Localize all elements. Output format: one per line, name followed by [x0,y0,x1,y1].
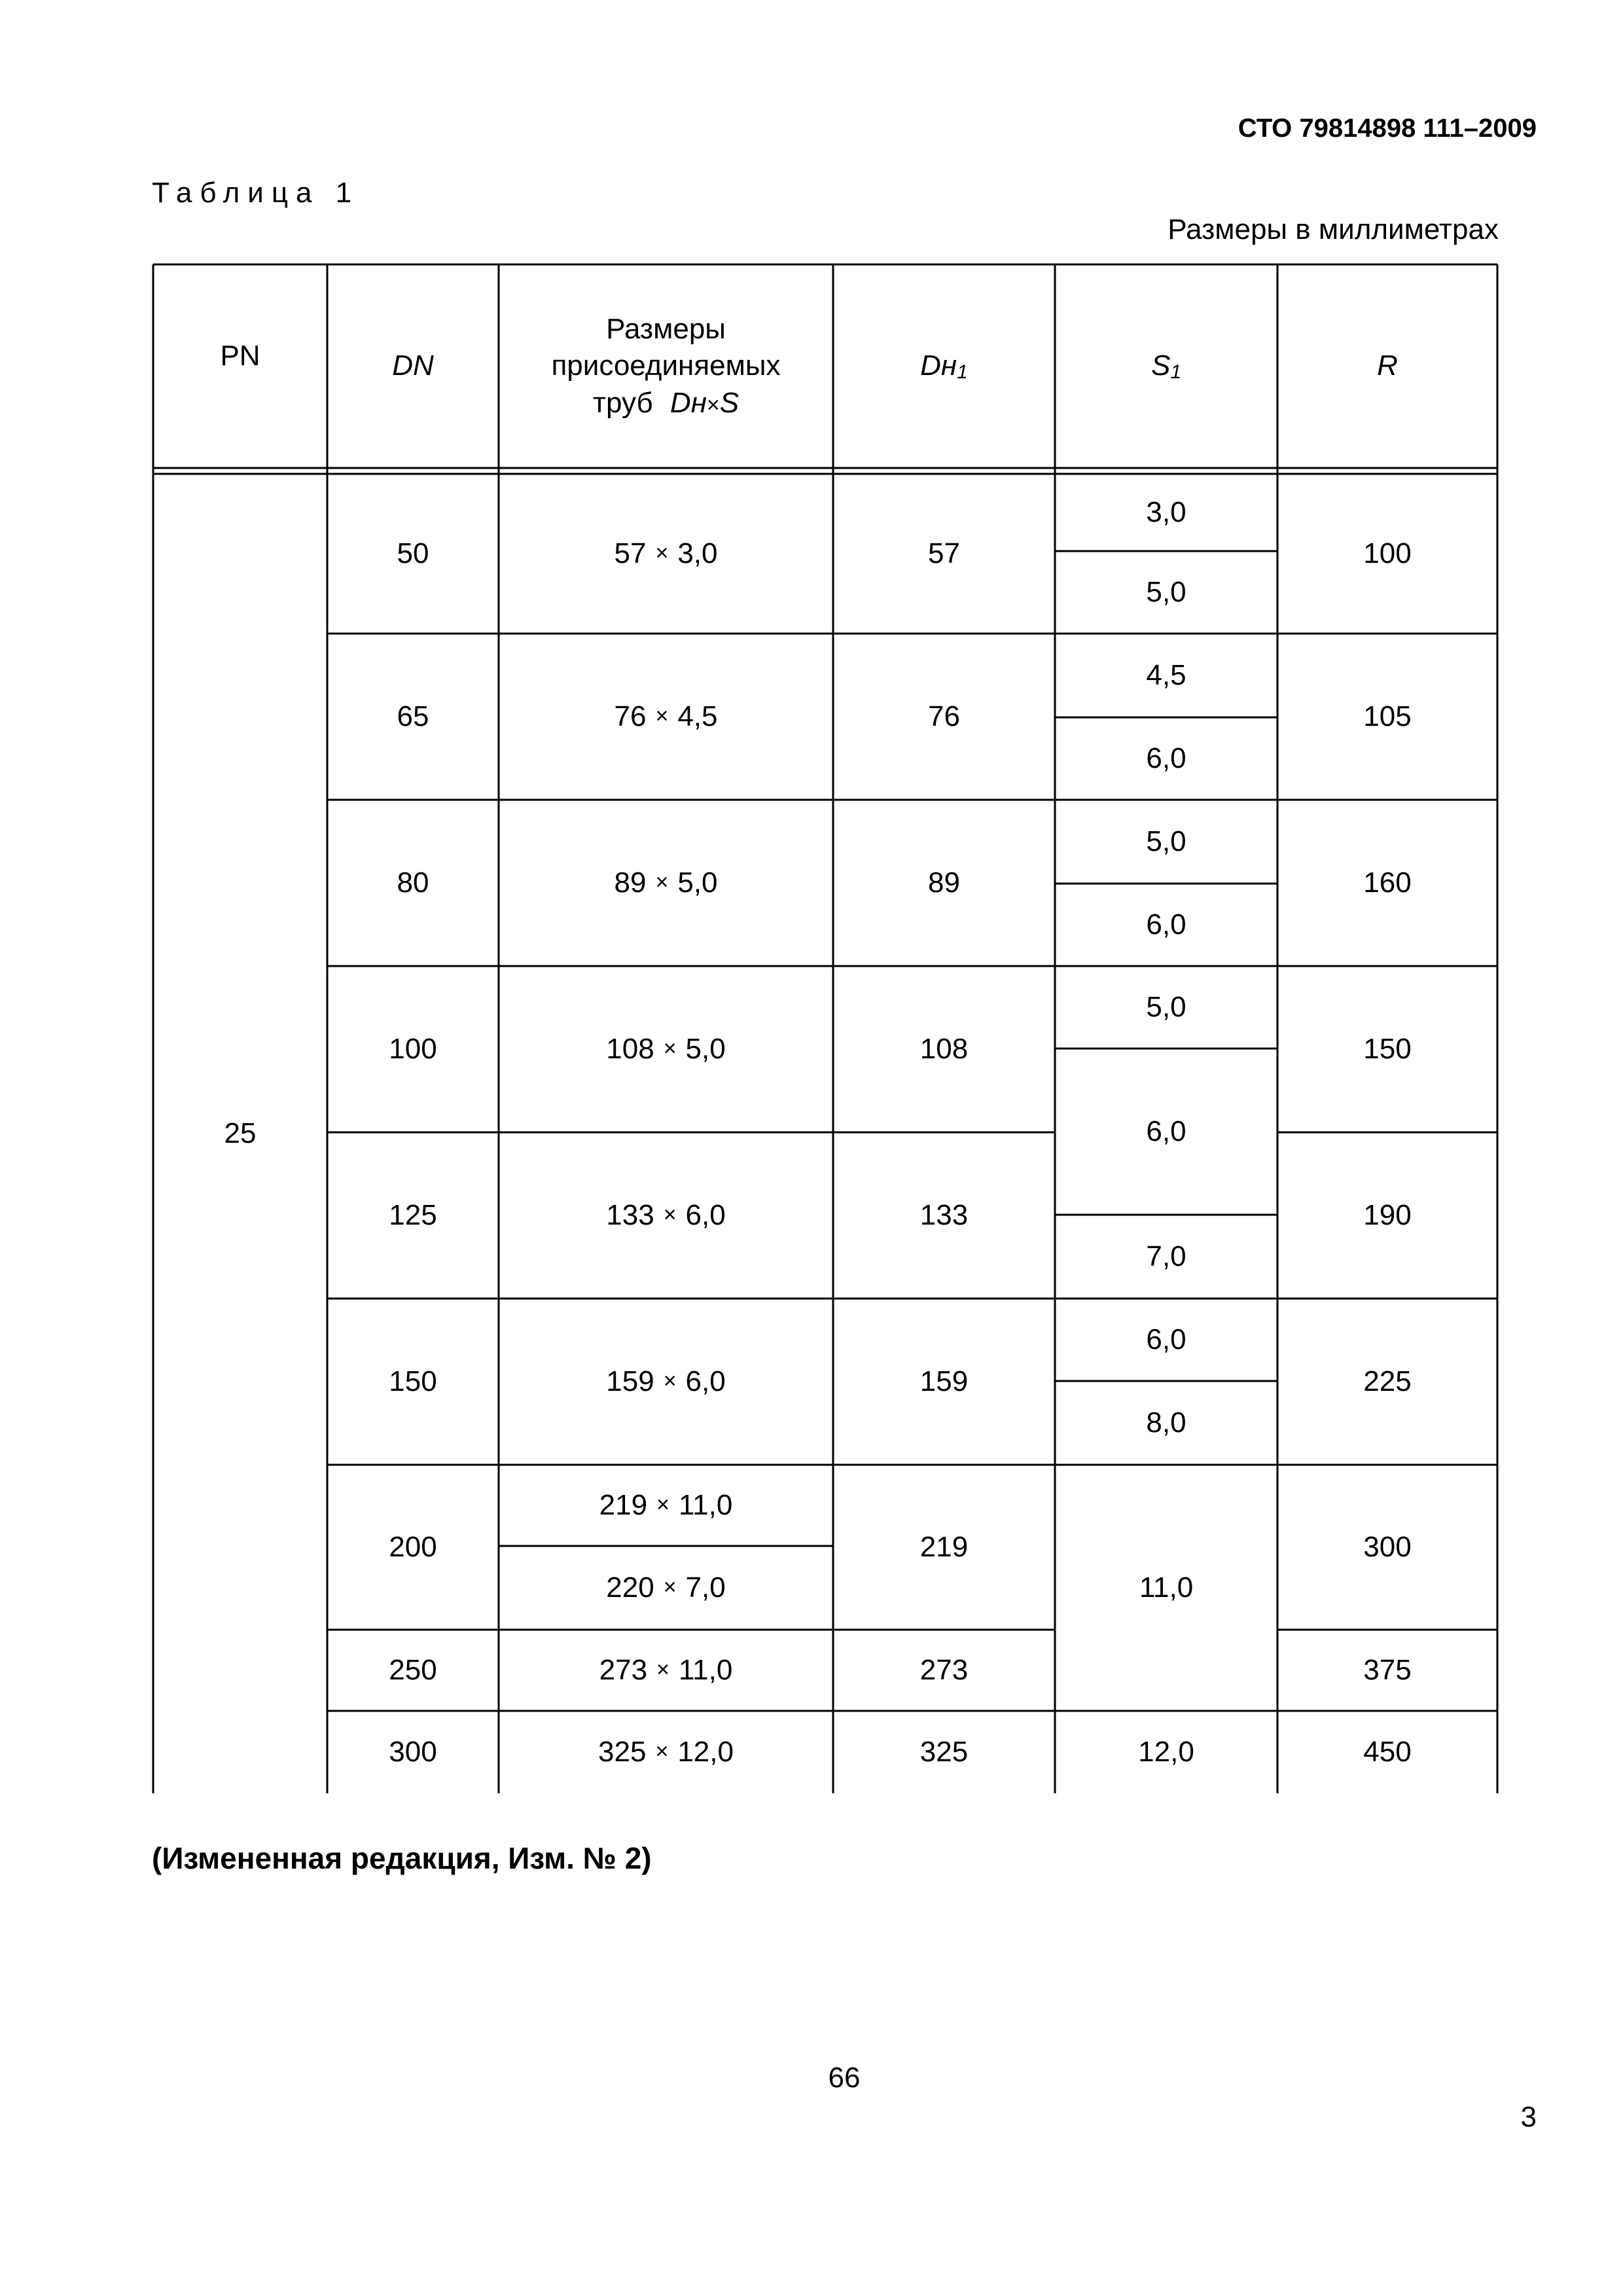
header-s1-sub: 1 [1170,361,1182,384]
header-s1 [1055,264,1277,468]
r-cell: 300 [1363,1530,1412,1563]
s1-cell: 6,0 [1146,1323,1186,1355]
s1-cell: 3,0 [1146,495,1186,528]
dh1-cell: 273 [919,1653,969,1686]
r-cell: 105 [1363,700,1412,732]
pipe-size-cell: 220 × 7,0 [606,1571,726,1604]
dn-cell: 200 [389,1530,437,1563]
r-cell: 225 [1363,1365,1412,1397]
s1-cell: 6,0 [1146,742,1186,774]
sheet-number: 3 [1520,2101,1537,2133]
table-title: Таблица 1 [152,177,360,209]
s1-cell: 5,0 [1146,825,1186,857]
header-dh1 [833,264,1055,468]
pipe-size-cell: 159 × 6,0 [606,1365,726,1397]
pn-value-cell: 25 [224,1117,257,1149]
r-cell: 190 [1363,1198,1412,1231]
header-pipe-prefix: труб [592,386,653,419]
s1-cell: 5,0 [1146,990,1186,1023]
header-pipe-var-d: Dн [669,386,707,419]
header-pipe-sizes [499,264,833,468]
s1-cell: 6,0 [1146,1115,1186,1147]
page-number: 66 [828,2062,861,2094]
r-cell: 450 [1363,1735,1412,1768]
document-code: СТО 79814898 111–2009 [1238,114,1537,143]
header-s1-main: S [1150,350,1171,382]
header-dh1-main: Dн [920,350,957,382]
s1-cell: 6,0 [1146,908,1186,941]
dh1-cell: 108 [919,1032,969,1065]
dh1-cell: 159 [919,1365,969,1397]
header-pipe-times: × [706,392,720,418]
s1-cell: 8,0 [1146,1406,1186,1439]
header-pipe-line1: Размеры [606,313,726,346]
pipe-size-cell: 133 × 6,0 [606,1198,726,1231]
dn-cell: 100 [389,1032,437,1065]
pipe-size-cell: 89 × 5,0 [614,866,718,899]
dn-cell: 80 [397,866,429,899]
pipe-size-cell: 76 × 4,5 [614,700,718,732]
pipe-size-cell: 57 × 3,0 [614,537,718,569]
pipe-size-cell: 219 × 11,0 [599,1488,733,1521]
dh1-cell: 133 [919,1198,969,1231]
r-cell: 150 [1363,1032,1412,1065]
dh1-cell: 76 [928,700,960,732]
dn-cell: 50 [397,537,429,569]
dn-cell: 150 [389,1365,437,1397]
header-pipe-line2: присоединяемых [551,350,781,382]
dn-cell: 125 [389,1198,437,1231]
r-cell: 375 [1363,1653,1412,1686]
s1-cell: 11,0 [1139,1571,1194,1604]
header-dh1-sub: 1 [957,361,968,384]
s1-cell: 4,5 [1146,658,1186,691]
amendment-note: (Измененная редакция, Изм. № 2) [152,1841,652,1875]
dn-cell: 250 [389,1653,437,1686]
s1-cell: 12,0 [1138,1735,1194,1768]
pipe-size-cell: 325 × 12,0 [598,1735,734,1768]
pipe-size-cell: 273 × 11,0 [599,1653,733,1686]
pipe-size-cell: 108 × 5,0 [606,1032,726,1065]
dh1-cell: 57 [928,537,960,569]
r-cell: 160 [1363,866,1412,899]
dh1-cell: 219 [919,1530,969,1563]
r-cell: 100 [1363,537,1412,569]
header-r: R [1377,350,1398,382]
s1-cell: 5,0 [1146,575,1186,608]
s1-cell: 7,0 [1146,1240,1186,1272]
dh1-cell: 89 [928,866,960,899]
dh1-cell: 325 [919,1735,969,1768]
header-dn: DN [392,350,434,382]
dn-cell: 65 [397,700,429,732]
header-pipe-line3 [593,385,739,422]
header-pn: PN [220,339,260,372]
units-caption: Размеры в миллиметрах [1168,213,1499,245]
dn-cell: 300 [389,1735,437,1768]
header-pipe-var-s: S [719,386,740,419]
